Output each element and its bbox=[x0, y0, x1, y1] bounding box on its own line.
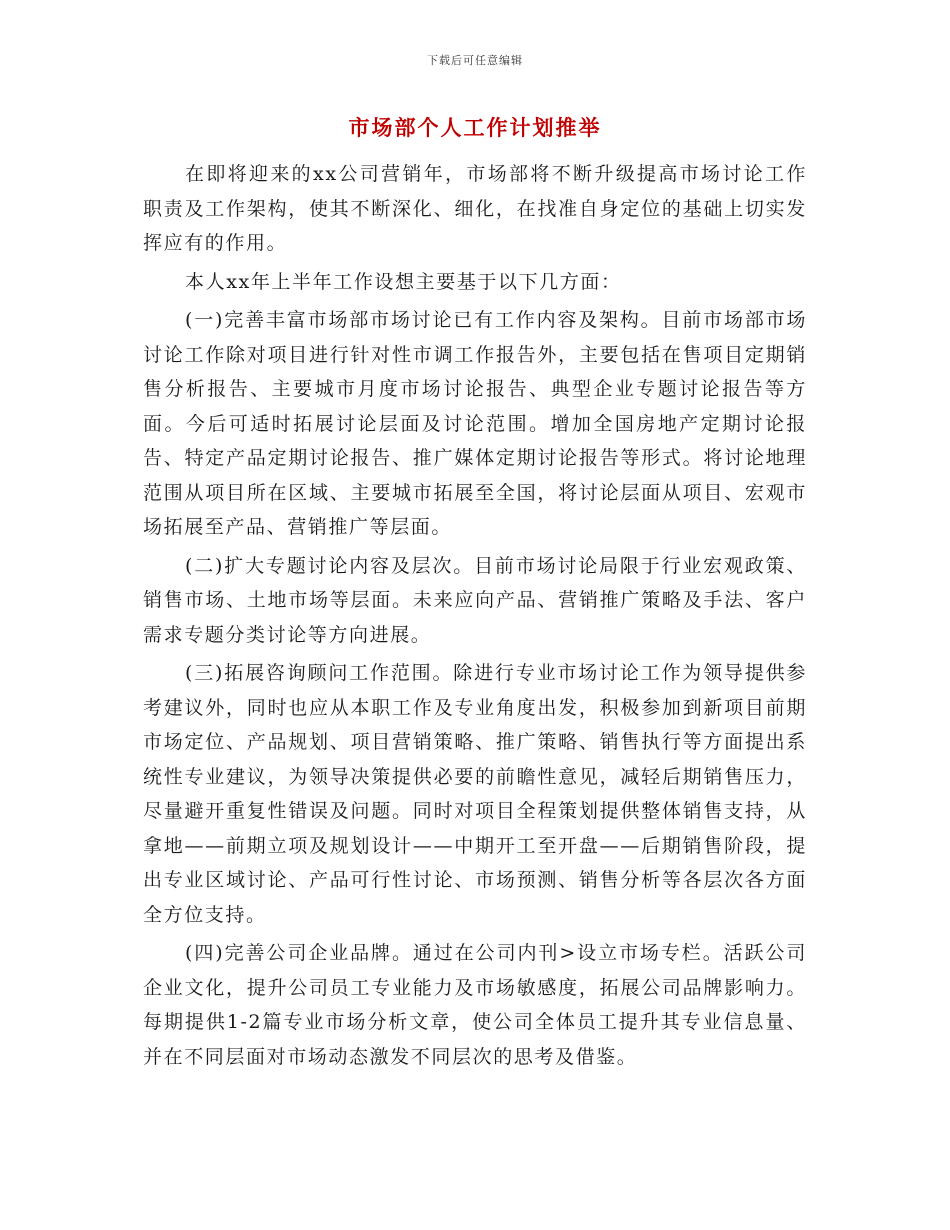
paragraph-section-4: (四)完善公司企业品牌。通过在公司内刊>设立市场专栏。活跃公司企业文化，提升公司员工专业能力及市场敏感度，拓展公司品牌影响力。每期提供1-2篇专业市场分析文章，使公司全体员工提升其专业信息量、并在不同层面对市场动态激发不同层次的思考及借鉴。 bbox=[143, 942, 807, 1068]
paragraph-section-1: (一)完善丰富市场部市场讨论已有工作内容及架构。目前市场部市场讨论工作除对项目进行针对性市调工作报告外，主要包括在售项目定期销售分析报告、主要城市月度市场讨论报告、典型企业专题讨论报告等方面。今后可适时拓展讨论层面及讨论范围。增加全国房地产定期讨论报告、特定产品定期讨论报告、推广媒体定期讨论报告等形式。将讨论地理范围从项目所在区域、主要城市拓展至全国，将讨论层面从项目、宏观市场拓展至产品、营销推广等层面。 bbox=[143, 309, 807, 538]
document-body bbox=[143, 157, 807, 1078]
document-title: 市场部个人工作计划推举 bbox=[348, 116, 602, 140]
header-note: 下载后可任意编辑 bbox=[427, 54, 523, 67]
paragraph-section-3: (三)拓展咨询顾问工作范围。除进行专业市场讨论工作为领导提供参考建议外，同时也应从本职工作及专业角度出发，积极参加到新项目前期市场定位、产品规划、项目营销策略、推广策略、销售执行等方面提出系统性专业建议，为领导决策提供必要的前瞻性意见，减轻后期销售压力，尽量避开重复性错误及问题。同时对项目全程策划提供整体销售支持，从拿地——前期立项及规划设计——中期开工至开盘——后期销售阶段，提出专业区域讨论、产品可行性讨论、市场预测、销售分析等各层次各方面全方位支持。 bbox=[143, 662, 807, 926]
paragraph-section-2: (二)扩大专题讨论内容及层次。目前市场讨论局限于行业宏观政策、销售市场、土地市场等层面。未来应向产品、营销推广策略及手法、客户需求专题分类讨论等方向进展。 bbox=[143, 554, 807, 646]
paragraph-intro: 在即将迎来的xx公司营销年，市场部将不断升级提高市场讨论工作职责及工作架构，使其不断深化、细化，在找准自身定位的基础上切实发挥应有的作用。 bbox=[143, 163, 807, 254]
paragraph-overview: 本人xx年上半年工作设想主要基于以下几方面： bbox=[185, 270, 622, 293]
